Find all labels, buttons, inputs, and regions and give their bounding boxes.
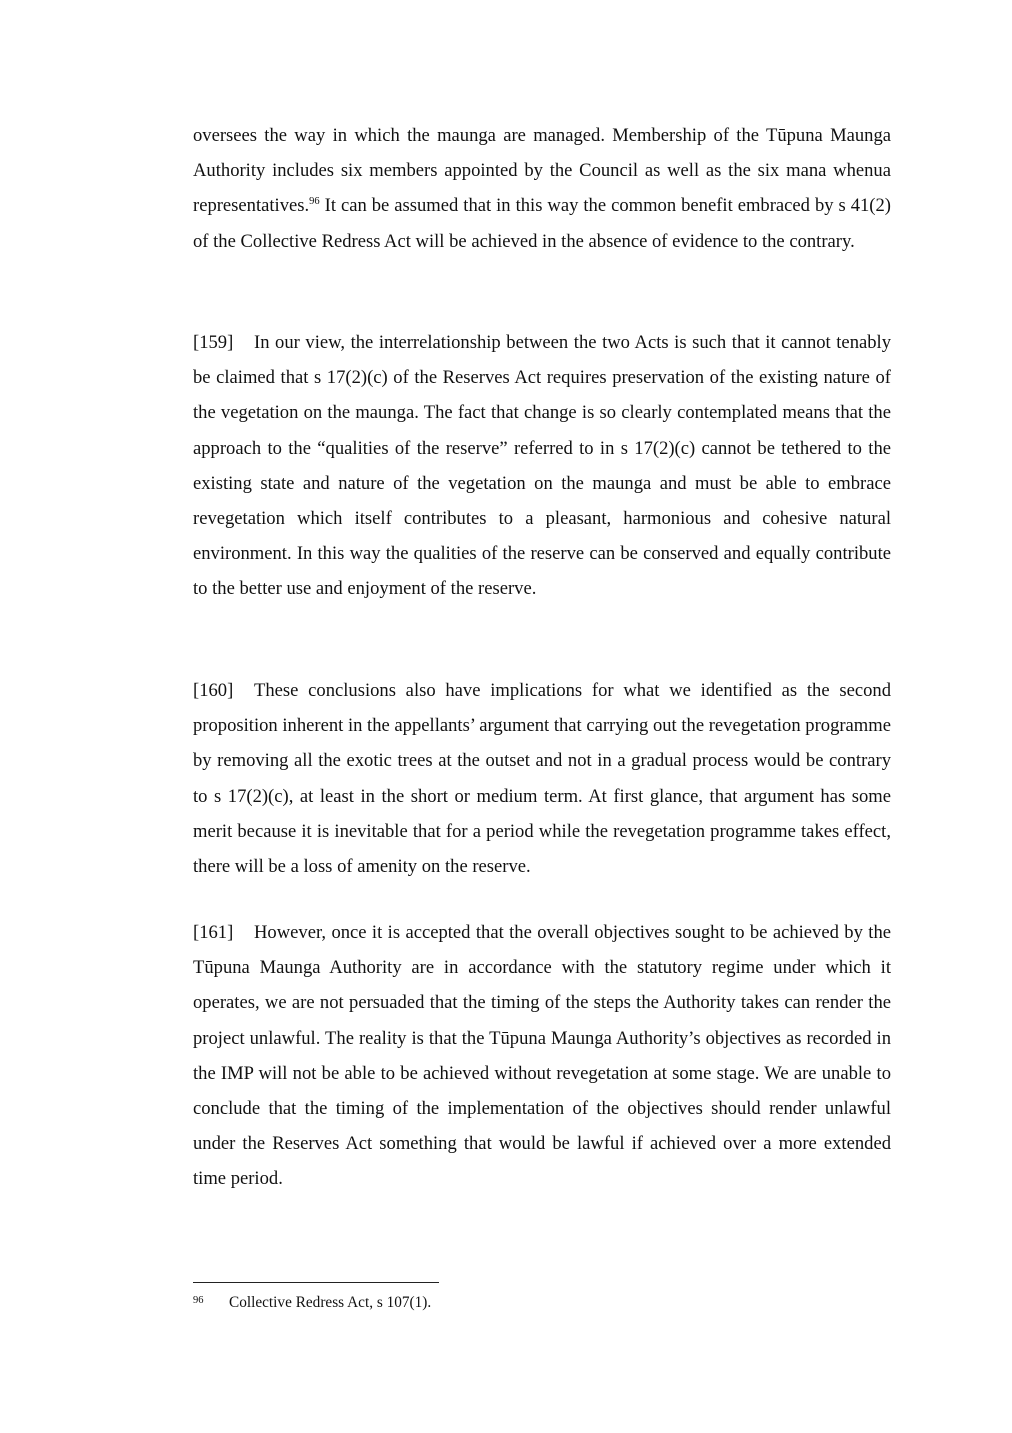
footnote-number: 96 bbox=[193, 1295, 204, 1306]
paragraph-text: However, once it is accepted that the overall objectives sought to be achieved by the Tūpuna Maunga Authority are in accordance with the statutory regime under which it operates, we are not persuaded that the timing of the steps the Authority takes can render the project unlawful. The reality is that the Tūpuna Maunga Authority’s objectives as recorded in the IMP will not be able to be achieved without revegetation at some stage. We are unable to conclude that the timing of the implementation of the objectives should render unlawful under the Reserves Act something that would be lawful if achieved over a more extended time period. bbox=[193, 922, 891, 1190]
paragraph-161 bbox=[193, 915, 891, 1197]
paragraph-text: In our view, the interrelationship between the two Acts is such that it cannot tenably be claimed that s 17(2)(c) of the Reserves Act requires preservation of the existing nature of the vegetation on the maunga. The fact that change is so clearly contemplated means that the approach to the “qualities of the reserve” referred to in s 17(2)(c) cannot be tethered to the existing state and nature of the vegetation on the maunga and must be able to embrace revegetation which itself contributes to a pleasant, harmonious and cohesive natural environment. In this way the qualities of the reserve can be conserved and equally contribute to the better use and enjoyment of the reserve. bbox=[193, 332, 891, 600]
paragraph-159 bbox=[193, 325, 891, 607]
footnote bbox=[193, 1292, 891, 1314]
paragraph-text: These conclusions also have implications for what we identified as the second proposition inherent in the appellants’ argument that carrying out the revegetation programme by removing all the exotic trees at the outset and not in a gradual process would be contrary to s 17(2)(c), at least in the short or medium term. At first glance, that argument has some merit because it is inevitable that for a period while the revegetation programme takes effect, there will be a loss of amenity on the reserve. bbox=[193, 680, 891, 878]
paragraph-continued bbox=[193, 118, 891, 259]
footnote-separator bbox=[193, 1282, 439, 1283]
paragraph-number: [160] bbox=[193, 680, 234, 701]
footnote-text: Collective Redress Act, s 107(1). bbox=[229, 1294, 432, 1311]
paragraph-160 bbox=[193, 673, 891, 884]
paragraph-text: oversees the way in which the maunga are managed. Membership of the Tūpuna Maunga Authority includes six members appointed by the Council as well as the six mana whenua representatives. bbox=[193, 125, 891, 217]
paragraph-number: [161] bbox=[193, 922, 234, 943]
paragraph-text: It can be assumed that in this way the common benefit embraced by s 41(2) of the Collective Redress Act will be achieved in the absence of evidence to the contrary. bbox=[193, 195, 891, 252]
footnote-reference[interactable]: 96 bbox=[309, 196, 320, 208]
paragraph-number: [159] bbox=[193, 332, 234, 353]
